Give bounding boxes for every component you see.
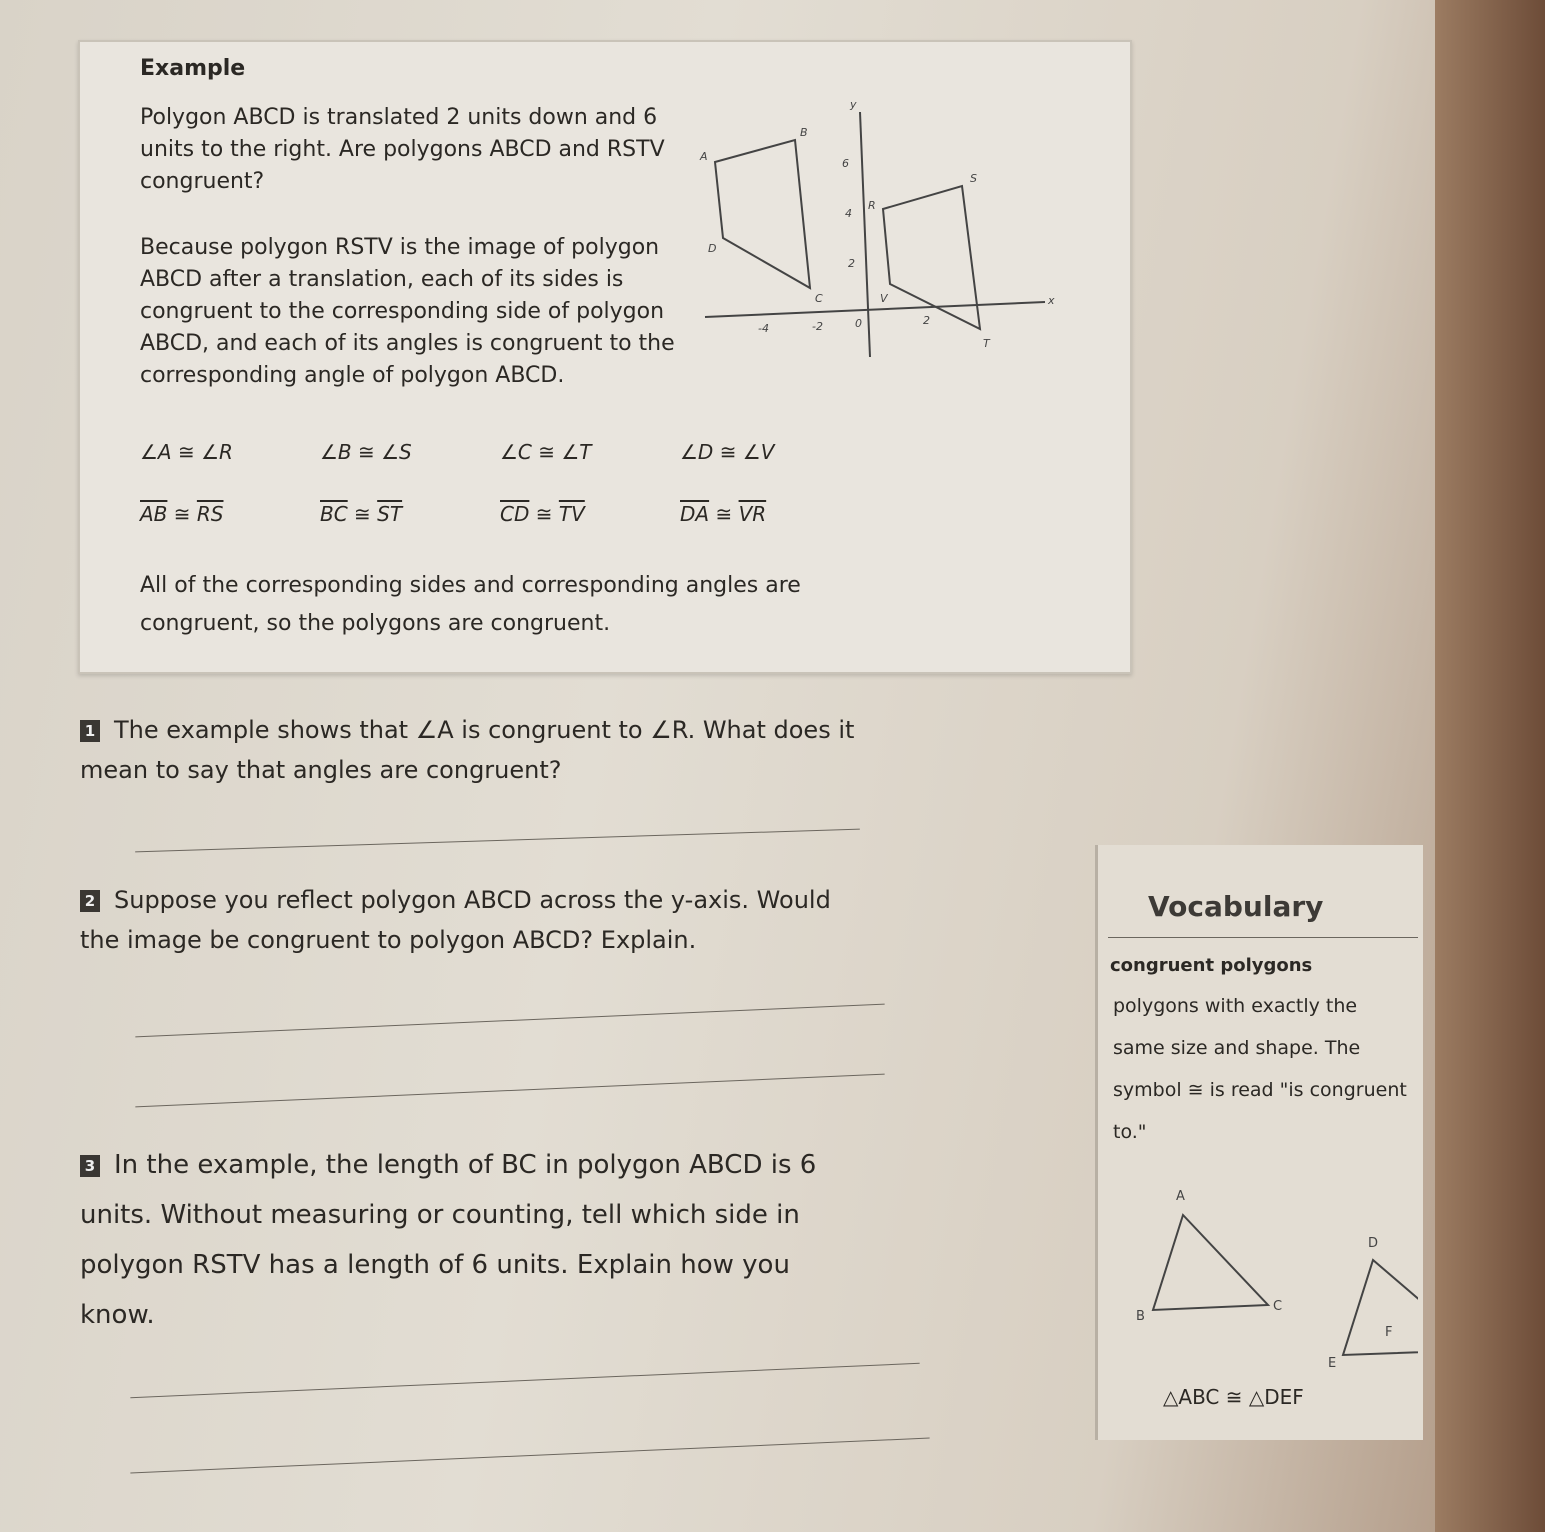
angle-statement: ∠C ≅ ∠T [500,440,592,464]
x-tick: 2 [923,314,930,327]
vertex-label: S [970,172,977,185]
vertex-label: D [708,242,717,255]
answer-line[interactable] [135,829,860,853]
angle-congruences [140,440,860,464]
question-number: 1 [80,720,100,742]
answer-line[interactable] [130,1438,929,1474]
question-number: 3 [80,1155,100,1177]
example-title: Example [140,56,246,81]
y-tick: 2 [848,257,855,270]
y-tick: 4 [845,207,852,220]
side-statement: $\overline{DA}$ ≅ $\overline{VR}$ [680,502,767,526]
question-text: In the example, the length of BC in polygon ABCD is 6 units. Without measuring or counting, tell which side in polygon RSTV has a length of 6 units. Explain how you know. [80,1150,817,1330]
question-1 [80,710,870,790]
side-congruences [140,502,860,526]
vertex-label: V [880,292,888,305]
answer-line[interactable] [130,1363,919,1398]
congruent-triangles-figure [1118,1175,1418,1375]
triangle-def [1343,1260,1418,1355]
vocabulary-heading: Vocabulary [1148,890,1324,923]
desk-edge [1435,0,1545,1532]
vertex-label: R [868,199,876,212]
triangle-abc [1153,1215,1268,1310]
answer-line[interactable] [135,1004,884,1038]
x-tick: -4 [758,322,769,335]
question-text: The example shows that ∠A is congruent to ∠R. What does it mean to say that angles are congruent? [80,716,855,784]
side-statement: $\overline{CD}$ ≅ $\overline{TV}$ [500,502,585,526]
y-label: y [850,98,857,111]
x-tick: 0 [855,317,862,330]
triangles-caption: △ABC ≅ △DEF [1163,1385,1304,1409]
vocabulary-definition: polygons with exactly the same size and shape. The symbol ≅ is read "is congruent to." [1113,995,1407,1143]
question-3 [80,1140,870,1340]
angle-statement: ∠A ≅ ∠R [140,440,233,464]
angle-statement: ∠D ≅ ∠V [680,440,775,464]
vertex-label: T [983,337,990,350]
answer-line[interactable] [135,1074,884,1108]
angle-statement: ∠B ≅ ∠S [320,440,412,464]
explanation-text: Because polygon RSTV is the image of polygon ABCD after a translation, each of its sides is congruent to the corresponding side of polygon ABCD, and each of its angles is congruent to the corresponding angle of polygon ABCD. [140,235,675,388]
vocabulary-box [1095,845,1423,1440]
question-number: 2 [80,890,100,912]
vertex-label: D [1368,1236,1379,1251]
side-statement: $\overline{AB}$ ≅ $\overline{RS}$ [140,502,224,526]
question-text: Suppose you reflect polygon ABCD across the y-axis. Would the image be congruent to polygon ABCD? Explain. [80,886,831,954]
vertex-label: A [1176,1189,1185,1204]
example-conclusion: All of the corresponding sides and corresponding angles are congruent, so the polygons are congruent. [140,573,801,636]
vocabulary-term: congruent polygons [1110,955,1313,976]
vertex-label: C [1273,1299,1283,1314]
y-tick: 6 [842,157,849,170]
x-axis [705,302,1045,317]
x-tick: -2 [812,320,823,333]
example-problem: Polygon ABCD is translated 2 units down and 6 units to the right. Are polygons ABCD and RSTV congruent? [140,105,665,194]
x-label: x [1048,294,1055,307]
vertex-label: C [815,292,823,305]
vertex-label: B [1136,1309,1145,1324]
coordinate-graph [690,92,1070,372]
vertex-label: B [800,126,808,139]
vertex-label: E [1328,1356,1337,1371]
vertex-label: A [700,150,708,163]
example-explanation [140,232,700,392]
example-box [78,40,1132,674]
divider [1108,937,1418,938]
polygon-abcd [715,140,810,288]
question-2 [80,880,870,960]
vertex-label-f: F [1385,1325,1393,1340]
side-statement: $\overline{BC}$ ≅ $\overline{ST}$ [320,502,403,526]
